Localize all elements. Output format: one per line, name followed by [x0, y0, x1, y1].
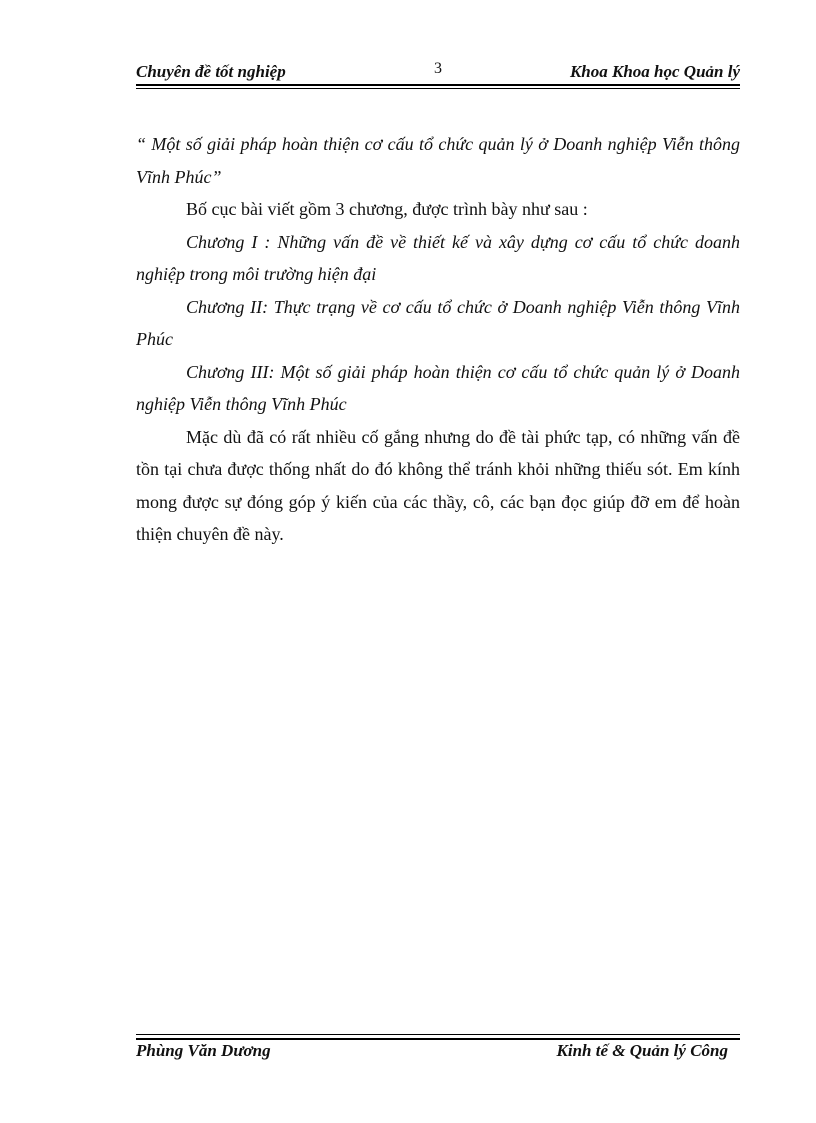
chapter-1: Chương I : Những vấn đề về thiết kế và xây dựng cơ cấu tổ chức doanh nghiệp trong môi trường hiện đại [136, 231, 740, 284]
page-header [136, 60, 740, 84]
chapter-3: Chương III: Một số giải pháp hoàn thiện cơ cấu tổ chức quản lý ở Doanh nghiệp Viễn thông Vĩnh Phúc [136, 361, 740, 414]
footer-rule-thick [136, 1038, 740, 1040]
footer-rule-thin [136, 1034, 740, 1035]
chapter-2: Chương II: Thực trạng về cơ cấu tổ chức ở Doanh nghiệp Viễn thông Vĩnh Phúc [136, 296, 740, 349]
page-footer [136, 1041, 740, 1065]
closing-paragraph: Mặc dù đã có rất nhiều cố gắng nhưng do đề tài phức tạp, có những vấn đề tồn tại chưa được thống nhất do đó không thể tránh khỏi những thiếu sót. Em kính mong được sự đóng góp ý kiến của các thầy, cô, các bạn đọc giúp đỡ em để hoàn thiện chuyên đề này. [136, 426, 740, 544]
header-left-title: Chuyên đề tốt nghiệp [136, 62, 286, 81]
footer-author: Phùng Văn Dương [136, 1041, 271, 1060]
layout-intro: Bố cục bài viết gồm 3 chương, được trình bày như sau : [186, 199, 588, 219]
title-quote: “ Một số giải pháp hoàn thiện cơ cấu tổ chức quản lý ở Doanh nghiệp Viễn thông Vĩnh Phúc” [136, 134, 740, 187]
document-body [136, 128, 740, 551]
header-right-title: Khoa Khoa học Quản lý [569, 62, 740, 81]
header-rule-thin [136, 88, 740, 89]
footer-department: Kinh tế & Quản lý Công [556, 1041, 728, 1060]
header-rule-thick [136, 84, 740, 86]
page-number: 3 [434, 60, 442, 77]
